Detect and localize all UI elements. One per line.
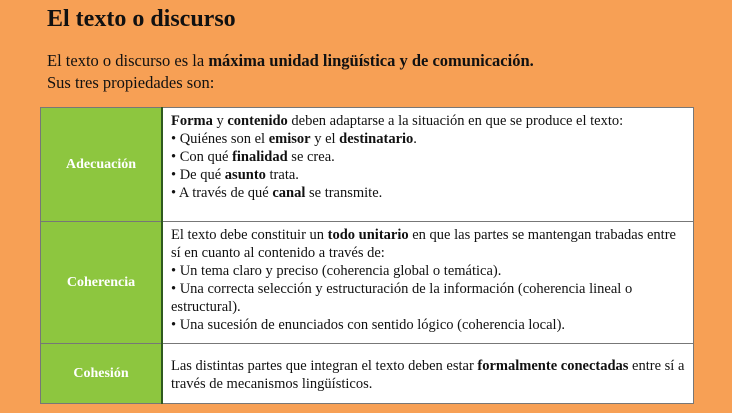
property-description bbox=[171, 226, 687, 262]
property-content bbox=[162, 222, 694, 344]
body-text: se transmite. bbox=[305, 185, 383, 201]
list-item bbox=[171, 184, 687, 202]
body-text: Las distintas partes que integran el texto deben estar bbox=[171, 357, 478, 374]
body-text: . bbox=[413, 131, 417, 147]
property-content bbox=[162, 108, 694, 222]
list-item bbox=[171, 280, 687, 316]
emphasis-text: asunto bbox=[224, 167, 266, 183]
emphasis-text: canal bbox=[272, 185, 306, 201]
emphasis-text: destinatario bbox=[339, 131, 414, 147]
body-text: • Un tema claro y preciso (coherencia global o temática). bbox=[171, 263, 502, 279]
property-label: Cohesión bbox=[41, 344, 163, 404]
property-description bbox=[171, 112, 687, 130]
property-row-adecuacion bbox=[41, 108, 694, 222]
body-text: • Una correcta selección y estructuración de la información (coherencia lineal o estructural). bbox=[171, 281, 633, 315]
body-text: El texto debe constituir un bbox=[171, 227, 328, 243]
list-item bbox=[171, 148, 687, 166]
list-item bbox=[171, 262, 687, 280]
emphasis-text: contenido bbox=[227, 113, 288, 129]
properties-table bbox=[40, 107, 694, 404]
property-row-coherencia bbox=[41, 222, 694, 344]
body-text: en que las partes se mantengan trabadas entre sí en cuanto al contenido a través de: bbox=[171, 227, 676, 261]
list-item bbox=[171, 316, 687, 334]
page-title: El texto o discurso bbox=[47, 6, 236, 32]
body-text: y bbox=[212, 113, 228, 129]
emphasis-text: Forma bbox=[171, 113, 213, 129]
property-label: Coherencia bbox=[41, 222, 163, 344]
list-item bbox=[171, 166, 687, 184]
intro-line2: Sus tres propiedades son: bbox=[47, 73, 215, 92]
property-description bbox=[171, 357, 687, 393]
property-label: Adecuación bbox=[41, 108, 163, 222]
body-text: y el bbox=[310, 131, 340, 147]
body-text: • De qué bbox=[171, 167, 225, 183]
emphasis-text: emisor bbox=[268, 131, 311, 147]
body-text: • Una sucesión de enunciados con sentido lógico (coherencia local). bbox=[171, 317, 566, 333]
property-row-cohesion bbox=[41, 344, 694, 404]
body-text: trata. bbox=[265, 167, 299, 183]
intro-text bbox=[47, 50, 707, 94]
body-text: • A través de qué bbox=[171, 185, 273, 201]
list-item bbox=[171, 130, 687, 148]
property-content bbox=[162, 344, 694, 404]
intro-prefix: El texto o discurso es la bbox=[47, 51, 209, 70]
emphasis-text: todo unitario bbox=[327, 227, 409, 243]
body-text: • Con qué bbox=[171, 149, 233, 165]
body-text: • Quiénes son el bbox=[171, 131, 269, 147]
emphasis-text: formalmente conectadas bbox=[477, 357, 629, 374]
body-text: se crea. bbox=[287, 149, 335, 165]
body-text: deben adaptarse a la situación en que se produce el texto: bbox=[287, 113, 624, 129]
emphasis-text: finalidad bbox=[232, 149, 288, 165]
intro-emphasis: máxima unidad lingüística y de comunicación. bbox=[208, 51, 534, 70]
body-text: entre sí a través de mecanismos lingüísticos. bbox=[171, 357, 685, 392]
